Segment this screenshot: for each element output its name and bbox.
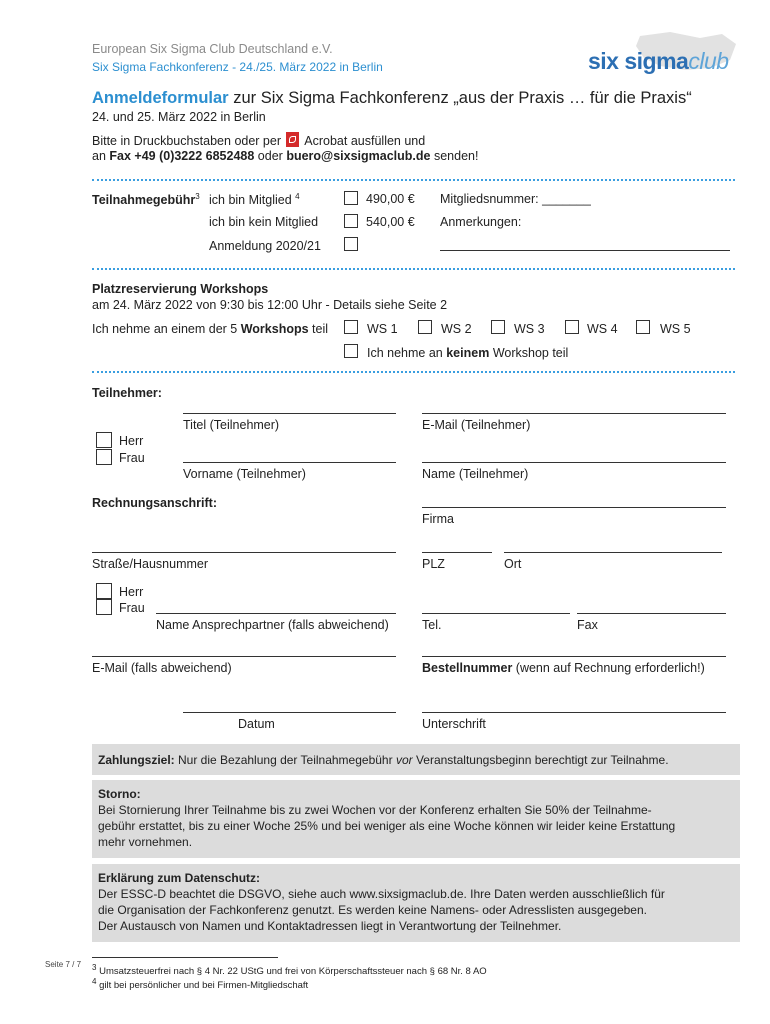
plz-label: PLZ xyxy=(422,557,445,571)
signature-label: Unterschrift xyxy=(422,717,486,731)
fax-label: Fax xyxy=(577,618,598,632)
member-checkbox[interactable] xyxy=(344,191,358,205)
cancellation-text-2: gebühr erstattet, bis zu einer Woche 25% und bei weniger als eine Woche können wir leider keine Erstattung xyxy=(98,819,676,833)
privacy-text-2: die Organisation der Fachkonferenz genutzt. Es werden keine Namens- oder Adresslisten ausgegeben. xyxy=(98,903,647,917)
instructions-line-2: an Fax +49 (0)3222 6852488 oder buero@sixsigmaclub.de senden! xyxy=(92,149,479,163)
ws3-label: WS 3 xyxy=(514,322,545,336)
billing-frau-checkbox[interactable] xyxy=(96,599,112,615)
cancellation-box xyxy=(92,780,740,858)
footnote-3: $^3$ Umsatzsteuerfrei nach § 4 Nr. 22 UStG und frei von Körperschaftssteuer nach § 68 Nr. 8 AO xyxy=(92,963,487,978)
workshops-heading: Platzreservierung Workshops xyxy=(92,282,269,296)
herr-label: Herr xyxy=(119,434,144,448)
ws2-label: WS 2 xyxy=(441,322,472,336)
no-workshop-checkbox[interactable] xyxy=(344,344,358,358)
order-number-label: Bestellnummer (wenn auf Rechnung erforderlich!) xyxy=(422,661,705,675)
nonmember-option-label: ich bin kein Mitglied xyxy=(209,215,319,229)
workshops-subline: am 24. März 2022 von 9:30 bis 12:00 Uhr - Details siehe Seite 2 xyxy=(92,298,448,312)
nonmember-checkbox[interactable] xyxy=(344,214,358,228)
cancellation-text-1: Bei Stornierung Ihrer Teilnahme bis zu zwei Wochen vor der Konferenz erhalten Sie 50% der Teilnahme- xyxy=(98,803,652,817)
no-workshop-label: Ich nehme an keinem Workshop teil xyxy=(367,346,569,360)
lastname-field[interactable] xyxy=(422,462,726,463)
fax-field[interactable] xyxy=(577,613,726,614)
signature-field[interactable] xyxy=(422,712,726,713)
title-label: Titel (Teilnehmer) xyxy=(183,418,280,432)
ws5-checkbox[interactable] xyxy=(636,320,650,334)
conference-date: 24. und 25. März 2022 in Berlin xyxy=(92,110,266,124)
privacy-text-3: Der Austausch von Namen und Kontaktadressen liegt in Verantwortung der Teilnehmer. xyxy=(98,919,562,933)
member-option-label: ich bin Mitglied $^4$ xyxy=(209,192,300,208)
contact-person-label: Name Ansprechpartner (falls abweichend) xyxy=(156,618,389,632)
ws4-checkbox[interactable] xyxy=(565,320,579,334)
participant-email-field[interactable] xyxy=(422,413,726,414)
firstname-field[interactable] xyxy=(183,462,396,463)
nonmember-price: 540,00 € xyxy=(366,215,415,229)
form-title: Anmeldeformular zur Six Sigma Fachkonferenz „aus der Praxis … für die Praxis“ xyxy=(92,89,692,107)
privacy-text-1: Der ESSC-D beachtet die DSGVO, siehe auch www.sixsigmaclub.de. Ihre Daten werden ausschließlich für xyxy=(98,887,665,901)
frau-checkbox[interactable] xyxy=(96,449,112,465)
date-label: Datum xyxy=(238,717,275,731)
privacy-heading: Erklärung zum Datenschutz: xyxy=(98,871,261,885)
phone-field[interactable] xyxy=(422,613,570,614)
event-subtitle: Six Sigma Fachkonferenz - 24./25. März 2022 in Berlin xyxy=(92,60,383,74)
billing-herr-checkbox[interactable] xyxy=(96,583,112,599)
plz-field[interactable] xyxy=(422,552,492,553)
ws2-checkbox[interactable] xyxy=(418,320,432,334)
registration-checkbox[interactable] xyxy=(344,237,358,251)
title-field[interactable] xyxy=(183,413,396,414)
member-price: 490,00 € xyxy=(366,192,415,206)
company-field[interactable] xyxy=(422,507,726,508)
phone-label: Tel. xyxy=(422,618,442,632)
ws1-label: WS 1 xyxy=(367,322,398,336)
city-label: Ort xyxy=(504,557,522,571)
ws5-label: WS 5 xyxy=(660,322,691,336)
member-number-field[interactable]: Mitgliedsnummer: _______ xyxy=(440,192,591,206)
section-divider xyxy=(92,179,735,181)
workshops-prompt: Ich nehme an einem der 5 Workshops teil xyxy=(92,322,329,336)
frau-label: Frau xyxy=(119,451,145,465)
logo-text: six sigmaclub xyxy=(588,48,729,74)
cancellation-text-3: mehr vornehmen. xyxy=(98,835,193,849)
footnote-4: $^4$ gilt bei persönlicher und bei Firmen-Mitgliedschaft xyxy=(92,977,309,992)
footnote-divider xyxy=(92,957,278,958)
organization-name: European Six Sigma Club Deutschland e.V. xyxy=(92,42,333,56)
lastname-label: Name (Teilnehmer) xyxy=(422,467,529,481)
billing-heading: Rechnungsanschrift: xyxy=(92,496,218,510)
privacy-box xyxy=(92,864,740,942)
ws4-label: WS 4 xyxy=(587,322,618,336)
date-field[interactable] xyxy=(183,712,396,713)
company-label: Firma xyxy=(422,512,454,526)
billing-frau-label: Frau xyxy=(119,601,145,615)
cancellation-heading: Storno: xyxy=(98,787,141,801)
payment-terms-box: Zahlungsziel: Nur die Bezahlung der Teilnahmegebühr vor Veranstaltungsbeginn berechtigt zur Teilnahme. xyxy=(92,744,740,775)
remarks-field[interactable] xyxy=(440,250,730,251)
instructions-line-1: Bitte in Druckbuchstaben oder per Acrobat ausfüllen und xyxy=(92,134,426,148)
six-sigma-club-logo xyxy=(560,30,740,78)
ws3-checkbox[interactable] xyxy=(491,320,505,334)
city-field[interactable] xyxy=(504,552,722,553)
billing-email-field[interactable] xyxy=(92,656,396,657)
registration-label: Anmeldung 2020/21 xyxy=(209,239,321,253)
order-number-field[interactable] xyxy=(422,656,726,657)
contact-person-field[interactable] xyxy=(156,613,396,614)
participant-email-label: E-Mail (Teilnehmer) xyxy=(422,418,531,432)
contact-email[interactable]: buero@sixsigmaclub.de xyxy=(286,149,431,163)
street-label: Straße/Hausnummer xyxy=(92,557,209,571)
participant-heading: Teilnehmer: xyxy=(92,386,162,400)
remarks-label: Anmerkungen: xyxy=(440,215,522,229)
page-number: Seite 7 / 7 xyxy=(45,960,82,969)
street-field[interactable] xyxy=(92,552,396,553)
billing-email-label: E-Mail (falls abweichend) xyxy=(92,661,232,675)
fax-number: Fax +49 (0)3222 6852488 xyxy=(109,149,255,163)
section-divider xyxy=(92,268,735,270)
ws1-checkbox[interactable] xyxy=(344,320,358,334)
acrobat-pdf-icon xyxy=(286,132,299,147)
firstname-label: Vorname (Teilnehmer) xyxy=(183,467,306,481)
herr-checkbox[interactable] xyxy=(96,432,112,448)
section-divider xyxy=(92,371,735,373)
fee-label: Teilnahmegebühr$^3$ xyxy=(92,192,200,208)
billing-herr-label: Herr xyxy=(119,585,144,599)
